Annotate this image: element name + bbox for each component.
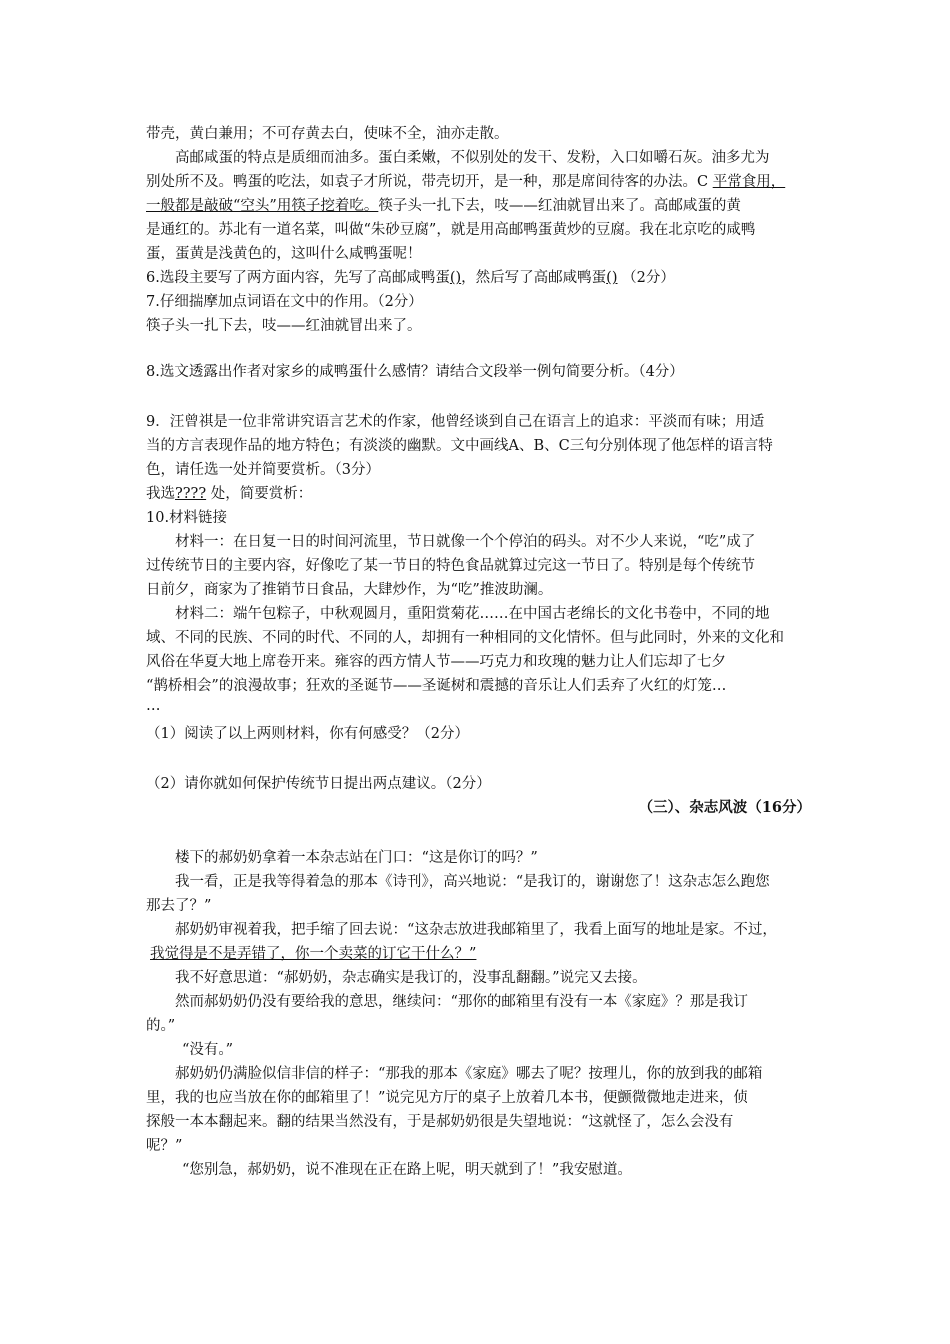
text-span: 我选	[146, 486, 175, 502]
text-span: 别处所不及。鸭蛋的吃法，如袁子才所说，带壳切开，是一种，那是席间待客的办法。C	[146, 174, 713, 190]
question-7: 7.仔细揣摩加点词语在文中的作用。（2分）	[146, 294, 423, 310]
underlined-sentence-c: 平常食用，	[712, 174, 786, 190]
text-line: 域、不同的民族、不同的时代、不同的人，却拥有一种相同的文化情怀。但与此同时，外来的文化和	[146, 630, 784, 646]
text-line: “鹊桥相会”的浪漫故事；狂欢的圣诞节——圣诞树和震撼的音乐让人们丢弃了火红的灯笼…	[146, 678, 727, 694]
underlined-sentence: 我觉得是不是弄错了，你一个卖菜的订它干什么？”	[150, 946, 477, 962]
text-line: 色，请任选一处并简要赏析。（3分）	[146, 462, 380, 478]
question-10: 10.材料链接	[146, 510, 228, 526]
text-line: 的。”	[146, 1018, 176, 1034]
story-paragraph: 郝奶奶仍满脸似信非信的样子：“那我的那本《家庭》哪去了呢？按理儿，你的放到我的邮箱	[175, 1066, 763, 1082]
answer-blank: ()	[606, 270, 618, 286]
text-span: ，然后写了高邮咸鸭蛋	[461, 270, 607, 286]
material-1: 材料一：在日复一日的时间河流里，节日就像一个个停泊的码头。对不少人来说，“吃”成了	[175, 534, 756, 550]
question-8: 8.选文透露出作者对家乡的咸鸭蛋什么感情？请结合文段举一例句简要分析。（4分）	[146, 364, 684, 380]
story-paragraph: 郝奶奶审视着我，把手缩了回去说：“这杂志放进我邮箱里了，我看上面写的地址是家。不过，	[175, 922, 777, 938]
text-line	[146, 194, 811, 218]
text-line	[146, 942, 811, 966]
text-line: …	[146, 698, 161, 714]
text-line	[146, 170, 811, 194]
text-span: 处，简要赏析：	[206, 486, 313, 502]
story-paragraph: “您别急，郝奶奶，说不准现在正在路上呢，明天就到了！”我安慰道。	[182, 1162, 632, 1178]
text-line	[146, 146, 811, 170]
story-paragraph: 我一看，正是我等得着急的那本《诗刊》，高兴地说：“是我订的，谢谢您了！这杂志怎么跑您	[175, 874, 770, 890]
story-paragraph: 然而郝奶奶仍没有要给我的意思，继续问：“那你的邮箱里有没有一本《家庭》？那是我订	[175, 994, 748, 1010]
answer-blank: ()	[449, 270, 462, 286]
question-9: 9．汪曾祺是一位非常讲究语言艺术的作家，他曾经谈到自己在语言上的追求：平淡而有味；用适	[146, 414, 765, 430]
text-line: 那去了？”	[146, 898, 212, 914]
text-line: 当的方言表现作品的地方特色；有淡淡的幽默。文中画线A、B、C三句分别体现了他怎样的语言特	[146, 438, 773, 454]
text-span: 高邮咸蛋的特点是质细而油多。蛋白柔嫩，不似别处的发干、发粉，入口如嚼石灰。油多尤为	[175, 150, 770, 166]
answer-blank: ????	[175, 486, 207, 502]
text-span: （2分）	[617, 270, 675, 286]
text-span: 筷子头一扎下去，吱——红油就冒出来了。高邮咸蛋的黄	[378, 198, 741, 214]
question-9-choice	[146, 482, 811, 506]
question-7-sentence: 筷子头一扎下去，吱——红油就冒出来了。	[146, 318, 422, 334]
text-line: 风俗在华夏大地上席卷开来。雍容的西方情人节——巧克力和玫瑰的魅力让人们忘却了七夕	[146, 654, 726, 670]
document-page	[146, 122, 811, 1182]
underlined-sentence-c: 一般都是敲破“空头”用筷子挖着吃。	[146, 198, 379, 214]
story-paragraph: “没有。”	[182, 1042, 234, 1058]
question-6	[146, 266, 811, 290]
question-10-2: （2）请你就如何保护传统节日提出两点建议。（2分）	[146, 776, 491, 792]
text-line: 日前夕，商家为了推销节日食品，大肆炒作，为“吃”推波助澜。	[146, 582, 553, 598]
text-line: 里，我的也应当放在你的邮箱里了！”说完见方厅的桌子上放着几本书，便颤微微地走进来，侦	[146, 1090, 748, 1106]
text-line: 呢？”	[146, 1138, 183, 1154]
text-line: 探般一本本翻起来。翻的结果当然没有，于是郝奶奶很是失望地说：“这就怪了，怎么会没有	[146, 1114, 734, 1130]
question-10-1: （1）阅读了以上两则材料，你有何感受？（2分）	[146, 726, 469, 742]
text-line: 过传统节日的主要内容，好像吃了某一节日的特色食品就算过完这一节日了。特别是每个传统节	[146, 558, 755, 574]
section-heading: （三）、杂志风波（16分）	[638, 799, 811, 816]
text-line: 是通红的。苏北有一道名菜，叫做“朱砂豆腐”，就是用高邮鸭蛋黄炒的豆腐。我在北京吃的咸鸭	[146, 222, 756, 238]
text-span: 6.选段主要写了两方面内容，先写了高邮咸鸭蛋	[146, 270, 450, 286]
text-line: 带壳，黄白兼用；不可存黄去白，使味不全，油亦走散。	[146, 126, 509, 142]
story-paragraph: 楼下的郝奶奶拿着一本杂志站在门口：“这是你订的吗？”	[175, 850, 538, 866]
text-line: 蛋，蛋黄是浅黄色的，这叫什么咸鸭蛋呢！	[146, 246, 422, 262]
story-paragraph: 我不好意思道：“郝奶奶，杂志确实是我订的，没事乱翻翻。”说完又去接。	[175, 970, 647, 986]
material-2: 材料二：端午包粽子，中秋观圆月，重阳赏菊花……在中国古老绵长的文化书卷中，不同的地	[175, 606, 770, 622]
